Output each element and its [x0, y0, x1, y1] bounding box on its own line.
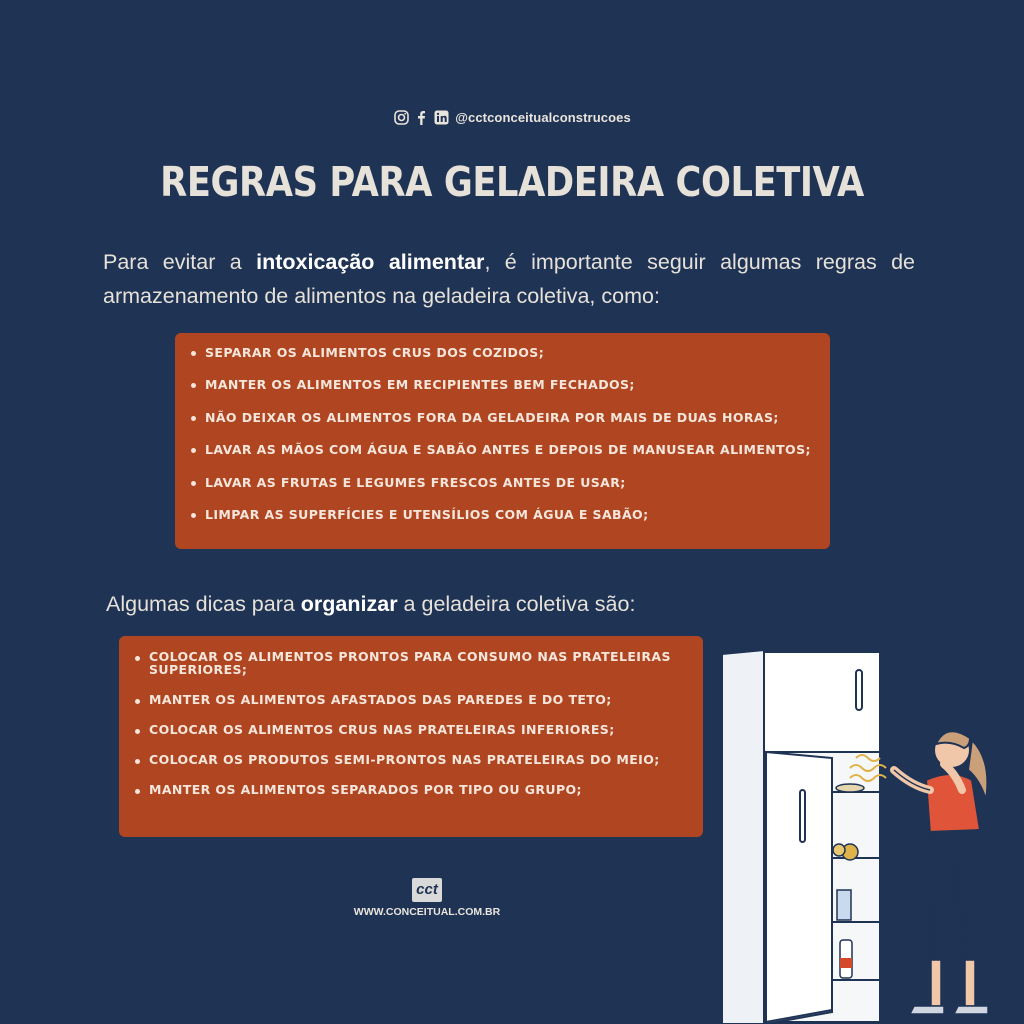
rules-list-item: LAVAR AS FRUTAS E LEGUMES FRESCOS ANTES DE USAR; — [183, 475, 830, 491]
cct-logo: cct — [412, 878, 442, 902]
social-handle[interactable]: @cctconceitualconstrucoes — [455, 109, 631, 125]
instagram-icon[interactable] — [393, 109, 409, 125]
social-bar — [0, 109, 1024, 125]
fridge-illustration — [700, 640, 1024, 1024]
rules-list — [175, 333, 830, 523]
tips-heading: Algumas dicas para organizar a geladeira coletiva são: — [106, 592, 636, 616]
facebook-icon[interactable] — [413, 109, 429, 125]
tips-box — [119, 636, 703, 837]
tips-highlight: organizar — [300, 592, 398, 616]
intro-paragraph: Para evitar a intoxicação alimentar, é importante seguir algumas regras de armazenamento de alimentos na geladeira coletiva, como: — [103, 250, 915, 308]
rules-list-item: MANTER OS ALIMENTOS EM RECIPIENTES BEM FECHADOS; — [183, 377, 830, 393]
tips-list — [119, 636, 703, 796]
tips-list-item: COLOCAR OS ALIMENTOS CRUS NAS PRATELEIRAS INFERIORES; — [127, 723, 703, 736]
rules-list-item: SEPARAR OS ALIMENTOS CRUS DOS COZIDOS; — [183, 345, 830, 361]
fridge-icon — [722, 650, 882, 1024]
tips-list-item: MANTER OS ALIMENTOS SEPARADOS POR TIPO OU GRUPO; — [127, 783, 703, 796]
linkedin-icon[interactable] — [433, 109, 449, 125]
rules-list-item: NÃO DEIXAR OS ALIMENTOS FORA DA GELADEIRA POR MAIS DE DUAS HORAS; — [183, 410, 830, 426]
tips-list-item: MANTER OS ALIMENTOS AFASTADOS DAS PAREDES E DO TETO; — [127, 693, 703, 706]
intro-highlight: intoxicação alimentar — [256, 250, 485, 274]
tips-list-item: COLOCAR OS ALIMENTOS PRONTOS PARA CONSUMO NAS PRATELEIRAS SUPERIORES; — [127, 650, 703, 676]
rules-list-item: LIMPAR AS SUPERFÍCIES E UTENSÍLIOS COM ÁGUA E SABÃO; — [183, 507, 830, 523]
rules-list-item: LAVAR AS MÃOS COM ÁGUA E SABÃO ANTES E DEPOIS DE MANUSEAR ALIMENTOS; — [183, 442, 830, 458]
page-title: REGRAS PARA GELADEIRA COLETIVA — [160, 158, 864, 206]
woman-figure — [894, 731, 988, 1014]
rules-box — [175, 333, 830, 549]
website-link[interactable]: WWW.CONCEITUAL.COM.BR — [353, 906, 501, 918]
tips-list-item: COLOCAR OS PRODUTOS SEMI-PRONTOS NAS PRATELEIRAS DO MEIO; — [127, 753, 703, 766]
